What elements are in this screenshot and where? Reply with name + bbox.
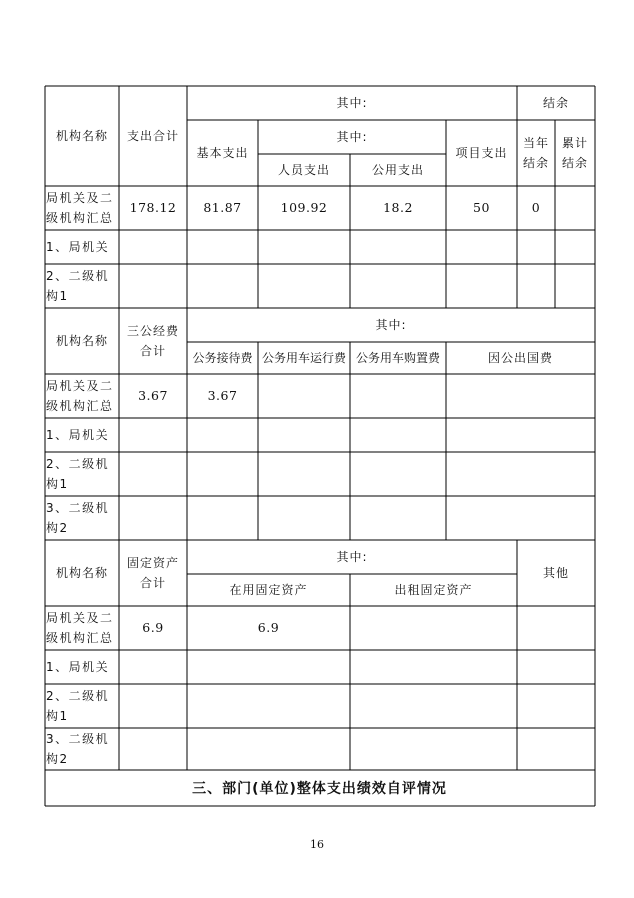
table3-header-other: 其他	[542, 566, 569, 580]
table2-header-total: 三公经费合计	[126, 324, 179, 358]
table1-header-personnel: 人员支出	[277, 163, 330, 177]
table1-row-2-name: 2、二级机构1	[46, 269, 110, 303]
table1-row-0-total: 178.12	[129, 200, 177, 215]
table2-row-3-name: 3、二级机构2	[46, 501, 110, 535]
table2-row-0-reception: 3.67	[207, 388, 238, 403]
table1-row-0-public-use: 18.2	[383, 200, 413, 215]
table3-row-0-in-use: 6.9	[257, 620, 280, 635]
table1-row-0-basic: 81.87	[203, 200, 242, 215]
table1-header-basic: 基本支出	[196, 146, 249, 160]
table2-header-car-operation: 公务用车运行费	[261, 351, 346, 365]
table3-row-3-name: 3、二级机构2	[46, 732, 110, 766]
table2-header-abroad: 因公出国费	[487, 351, 553, 365]
table2-row-0-name: 局机关及二级机构汇总	[46, 379, 114, 413]
table1-row-0-cum-balance	[555, 186, 595, 230]
table1-row-0-name: 局机关及二级机构汇总	[46, 191, 114, 225]
table1-header-name: 机构名称	[55, 129, 108, 143]
table1-row-0-project: 50	[473, 200, 490, 215]
table1-row-0-year-balance: 0	[531, 200, 541, 215]
table1-header-cum-balance: 累计结余	[561, 136, 588, 170]
table3-row-1-name: 1、局机关	[46, 660, 110, 674]
table1-header-total: 支出合计	[126, 129, 179, 143]
table2-row-2-name: 2、二级机构1	[46, 457, 110, 491]
table2-header-name: 机构名称	[55, 334, 108, 348]
table1-header-year-balance: 当年结余	[522, 136, 549, 170]
table1-row-0-personnel: 109.92	[280, 200, 328, 215]
table2-row-0-total: 3.67	[138, 388, 168, 403]
table1-header-of-which2: 其中:	[336, 130, 368, 144]
table3-header-in-use: 在用固定资产	[229, 583, 308, 597]
table3-header-name: 机构名称	[55, 566, 108, 580]
table1-row-1-name: 1、局机关	[46, 240, 110, 254]
table2-header-of-which: 其中:	[375, 318, 407, 332]
table3-header-rented: 出租固定资产	[394, 583, 473, 597]
table1-header-public-use: 公用支出	[371, 163, 424, 177]
table1-header-project: 项目支出	[455, 146, 508, 160]
section-title: 三、部门(单位)整体支出绩效自评情况	[192, 781, 447, 797]
table3-row-2-name: 2、二级机构1	[46, 689, 110, 723]
table1-header-balance: 结余	[542, 96, 569, 110]
table2-header-reception: 公务接待费	[192, 351, 253, 365]
page-number: 16	[310, 838, 324, 851]
table3-row-0-name: 局机关及二级机构汇总	[46, 611, 114, 645]
table3-header-total: 固定资产合计	[126, 556, 179, 590]
table2-row-1-name: 1、局机关	[46, 428, 110, 442]
table3-header-of-which: 其中:	[336, 550, 368, 564]
table1-header-of-which: 其中:	[336, 96, 368, 110]
table3-row-0-total: 6.9	[142, 620, 164, 635]
table2-header-car-purchase: 公务用车购置费	[355, 351, 440, 365]
